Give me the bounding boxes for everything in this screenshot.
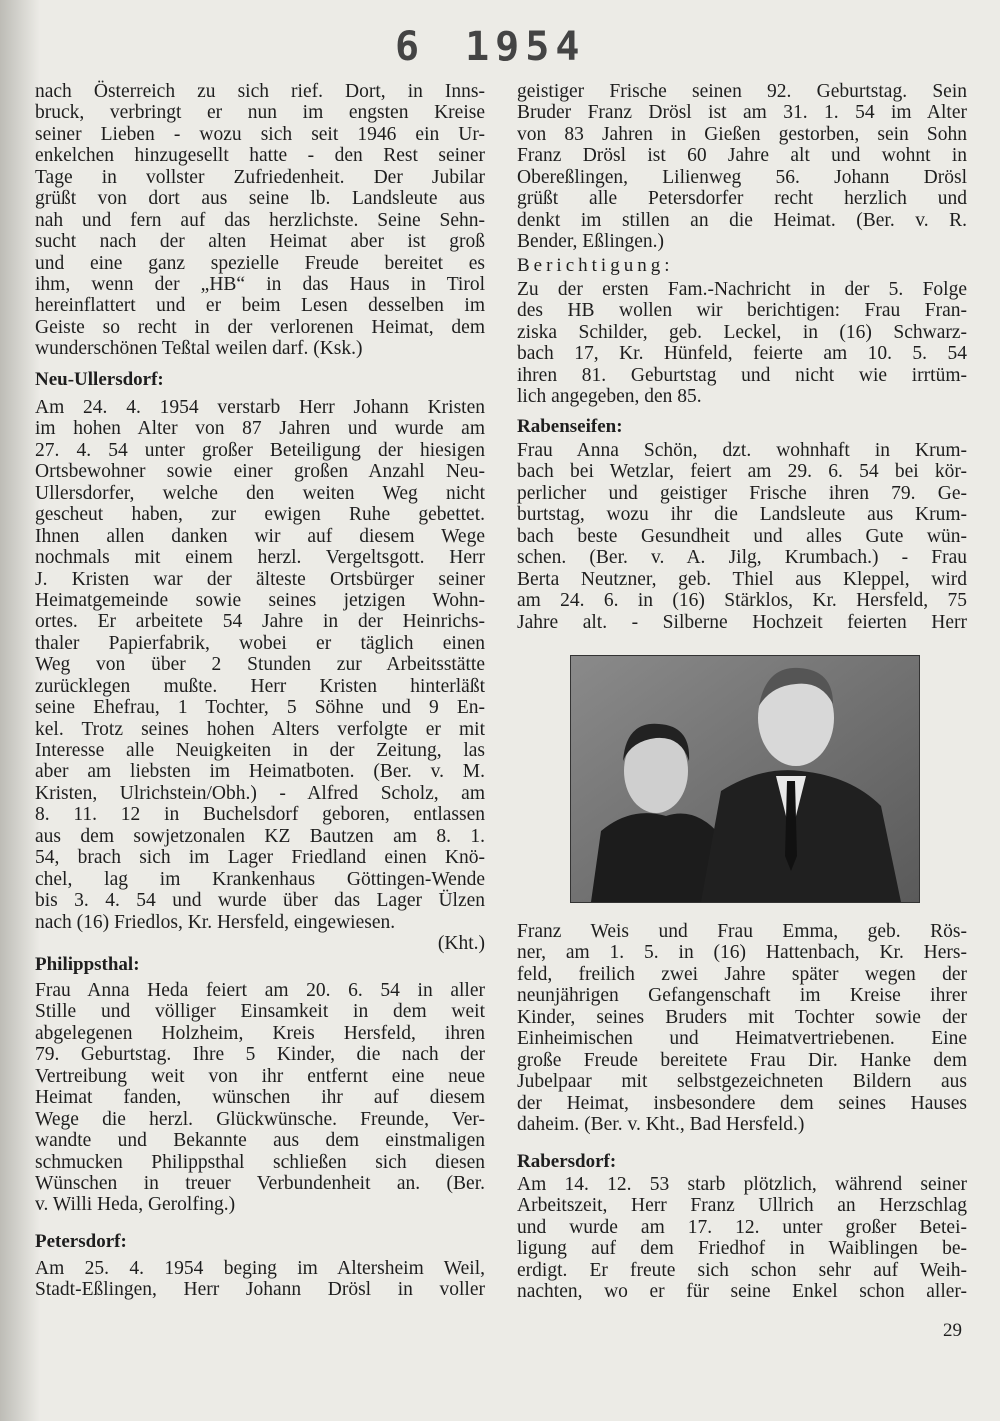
issue-year: 1954 <box>465 24 586 70</box>
text-line: Kinder, seines Bruders mit Tochter sowie der <box>517 1006 967 1028</box>
text-line: seine Ehefrau, 1 Tochter, 5 Söhne und 9 En- <box>35 697 485 719</box>
text-line: der Heimat, insbesondere dem seines Hauses <box>517 1092 967 1114</box>
text-line: Bender, Eßlingen.) <box>517 231 665 253</box>
text-line: geistiger Frische seinen 92. Geburtstag. Sein <box>517 81 967 102</box>
text-line: nach Österreich zu sich rief. Dort, in Inns- <box>35 81 485 102</box>
text-line: lich angegeben, den 85. <box>517 386 702 408</box>
couple-photo <box>570 655 920 903</box>
text-line: Stadt-Eßlingen, Herr Johann Drösl in voller <box>35 1279 485 1301</box>
section-heading <box>35 954 485 976</box>
text-line: des HB wollen wir berichtigen: Frau Fran- <box>517 300 967 322</box>
text-line: v. Willi Heda, Gerolfing.) <box>35 1194 236 1216</box>
text-line: abgelegenen Holzheim, Kreis Hersfeld, ihren <box>35 1022 485 1044</box>
text-line: im hohen Alter von 87 Jahren und wurde am <box>35 418 485 440</box>
text-line: ziska Schilder, geb. Leckel, in (16) Schwarz- <box>517 321 967 343</box>
text-line: neunjährigen Gefangenschaft im Kreise ihrer <box>517 985 967 1007</box>
text-line: perlicher und geistiger Frische ihren 79. Ge- <box>517 482 967 504</box>
page-number: 29 <box>943 1320 962 1341</box>
text-line: Am 24. 4. 1954 verstarb Herr Johann Kristen <box>35 397 485 418</box>
text-line: Heimatgemeinde sowie seines jetzigen Wohn- <box>35 589 485 611</box>
heading-text: Petersdorf: <box>35 1231 127 1252</box>
text-line: Arbeitszeit, Herr Franz Ullrich an Herzschlag <box>517 1195 967 1217</box>
text-line: nachten, wo er für seine Enkel schon aller- <box>517 1281 967 1303</box>
text-line: Wege die herzl. Glückwünsche. Freunde, Ver- <box>35 1108 485 1130</box>
text-line: 54, brach sich im Lager Friedland einen Knö- <box>35 847 485 869</box>
text-line: erdigt. Er freute sich schon sehr auf Weih- <box>517 1259 967 1281</box>
text-line: Kristen, Ulrichstein/Obh.) - Alfred Scholz, am <box>35 782 485 804</box>
text-line: grüßt von dort aus seine lb. Landsleute aus <box>35 188 485 210</box>
text-line: Frau Anna Schön, dzt. wohnhaft in Krum- <box>517 440 967 461</box>
text-line: große Freude bereitete Frau Dir. Hanke dem <box>517 1049 967 1071</box>
text-line: Berta Neutzner, geb. Thiel aus Kleppel, wird <box>517 568 967 590</box>
paragraph <box>517 1174 967 1303</box>
text-line: hereinflattert und er beim Lesen desselben im <box>35 295 485 317</box>
heading-text: Berichtigung: <box>517 255 674 276</box>
text-line: Geiste so recht in der verlorenen Heimat, dem <box>35 316 485 338</box>
text-line: Franz Drösl ist 60 Jahre alt und wohnt in <box>517 145 967 167</box>
text-line: denkt im stillen an die Heimat. (Ber. v. R. <box>517 209 967 231</box>
text-line: feld, freilich zwei Jahre später wegen der <box>517 963 967 985</box>
text-line: bis 3. 4. 54 und wurde über das Lager Ülzen <box>35 890 485 912</box>
text-line: Tage in vollster Zufriedenheit. Der Jubilar <box>35 166 485 188</box>
text-line: daheim. (Ber. v. Kht., Bad Hersfeld.) <box>517 1113 805 1135</box>
paragraph <box>35 81 485 360</box>
text-line: 79. Geburtstag. Ihre 5 Kinder, die nach der <box>35 1044 485 1066</box>
paragraph <box>517 81 967 253</box>
text-line: nochmals mit einem herzl. Vergeltsgott. Herr <box>35 547 485 569</box>
text-line: und wurde am 17. 12. unter großer Betei- <box>517 1216 967 1238</box>
text-line: Zu der ersten Fam.-Nachricht in der 5. Folge <box>517 279 967 300</box>
text-line: seiner Lieben - wozu sich seit 1946 ein Ur- <box>35 123 485 145</box>
text-line: bach beste Gesundheit und alles Gute wün- <box>517 525 967 547</box>
text-line: nah und fern auf das herzlichste. Seine Sehn- <box>35 209 485 231</box>
text-line: Einheimischen und Heimatvertriebenen. Eine <box>517 1028 967 1050</box>
text-line: gescheut haben, zur ewigen Ruhe gebettet. <box>35 504 485 526</box>
text-line: wandte und Bekannte aus dem einstmaligen <box>35 1130 485 1152</box>
text-line: schmucken Philippsthal schließen sich diesen <box>35 1151 485 1173</box>
text-line: Bruder Franz Drösl ist am 31. 1. 54 im Alter <box>517 102 967 124</box>
section-heading <box>517 255 967 277</box>
text-line: 8. 11. 12 in Buchelsdorf geboren, entlassen <box>35 804 485 826</box>
text-line: Ihnen allen danken wir auf diesem Wege <box>35 525 485 547</box>
section-heading <box>517 416 967 438</box>
paragraph <box>35 1258 485 1301</box>
text-line: Frau Anna Heda feiert am 20. 6. 54 in aller <box>35 980 485 1001</box>
text-line: ihm, wenn der „HB“ in das Haus in Tirol <box>35 273 485 295</box>
text-line: ligung auf dem Friedhof in Waiblingen be- <box>517 1238 967 1260</box>
section-heading <box>35 369 485 391</box>
issue-number: 6 <box>395 24 426 70</box>
text-line: und eine ganz spezielle Freude bereitet es <box>35 252 485 274</box>
text-line: bach 17, Kr. Hünfeld, feierte am 10. 5. 54 <box>517 343 967 365</box>
text-line: bruck, verbringt er nun im engsten Kreise <box>35 102 485 124</box>
paragraph <box>517 279 967 408</box>
text-line: ihren 81. Geburtstag und nicht wie irrtüm- <box>517 364 967 386</box>
text-line: chel, lag im Krankenhaus Göttingen-Wende <box>35 868 485 890</box>
text-line: burtstag, wozu ihr die Landsleute aus Krum- <box>517 504 967 526</box>
text-line: kel. Trotz seines hohen Alters verfolgte er mit <box>35 718 485 740</box>
text-line: von 83 Jahren in Gießen gestorben, sein Sohn <box>517 123 967 145</box>
text-line: Obereßlingen, Lilienweg 56. Johann Drösl <box>517 166 967 188</box>
text-line: 27. 4. 54 unter großer Beteiligung der hiesigen <box>35 439 485 461</box>
paragraph <box>35 397 485 954</box>
text-line: aber am liebsten im Heimatboten. (Ber. v. M. <box>35 761 485 783</box>
text-line: Ortsbewohner sowie einer großen Anzahl Neu- <box>35 461 485 483</box>
text-line: Stille und völliger Einsamkeit in dem weit <box>35 1001 485 1023</box>
scan-edge-shadow <box>0 0 40 1421</box>
text-line: ortes. Er arbeitete 54 Jahre in der Heinrichs- <box>35 611 485 633</box>
text-line: Wünschen in treuer Verbundenheit an. (Ber. <box>35 1172 485 1194</box>
section-heading <box>517 1151 967 1173</box>
text-line: Ullersdorfer, welche den weiten Weg nicht <box>35 482 485 504</box>
text-line: Interesse alle Neuigkeiten in der Zeitung, las <box>35 740 485 761</box>
text-line: thaler Papierfabrik, wobei er täglich einen <box>35 632 485 654</box>
text-line: Heimat fanden, wünschen ihr auf diesem <box>35 1087 485 1109</box>
text-line: Am 25. 4. 1954 beging im Altersheim Weil, <box>35 1258 485 1279</box>
text-line: J. Kristen war der älteste Ortsbürger seiner <box>35 568 485 590</box>
page-header <box>395 24 585 70</box>
text-line: wunderschönen Teßtal weilen darf. (Ksk.) <box>35 338 363 360</box>
text-line: zurücklegen mußte. Herr Kristen hinterläßt <box>35 675 485 697</box>
text-line: Jubelpaar mit selbstgezeichneten Bildern aus <box>517 1071 967 1093</box>
text-line: Franz Weis und Frau Emma, geb. Rös- <box>517 921 967 942</box>
heading-text: Rabenseifen: <box>517 416 623 437</box>
text-line: am 24. 6. in (16) Stärklos, Kr. Hersfeld, 75 <box>517 590 967 612</box>
text-line: sucht nach der alten Heimat aber ist groß <box>35 231 485 253</box>
text-line: bach bei Wetzlar, feiert am 29. 6. 54 bei kör- <box>517 461 967 483</box>
text-line: enkelchen hinzugesellt hatte - den Rest seiner <box>35 145 485 167</box>
attribution: (Kht.) <box>437 932 485 954</box>
text-line: grüßt alle Petersdorfer recht herzlich und <box>517 188 967 210</box>
text-line: Am 14. 12. 53 starb plötzlich, während seiner <box>517 1174 967 1195</box>
text-line: Jahre alt. - Silberne Hochzeit feierten Herr <box>517 611 967 633</box>
paragraph <box>517 921 967 1135</box>
paragraph <box>35 980 485 1216</box>
text-line: nach (16) Friedlos, Kr. Hersfeld, eingewiesen. <box>35 911 396 933</box>
heading-text: Philippsthal: <box>35 954 140 975</box>
heading-text: Rabersdorf: <box>517 1151 617 1172</box>
text-line: aus dem sowjetzonalen KZ Bautzen am 8. 1. <box>35 825 485 847</box>
text-line: ner, am 1. 5. in (16) Hattenbach, Kr. Hers- <box>517 942 967 964</box>
heading-text: Neu-Ullersdorf: <box>35 369 164 390</box>
section-heading <box>35 1231 485 1253</box>
paragraph <box>517 440 967 633</box>
text-line: Weg von über 2 Stunden zur Arbeitsstätte <box>35 654 485 676</box>
text-line: schen. (Ber. v. A. Jilg, Krumbach.) - Frau <box>517 547 967 569</box>
text-line: Vertreibung weit von ihr entfernt eine neue <box>35 1065 485 1087</box>
